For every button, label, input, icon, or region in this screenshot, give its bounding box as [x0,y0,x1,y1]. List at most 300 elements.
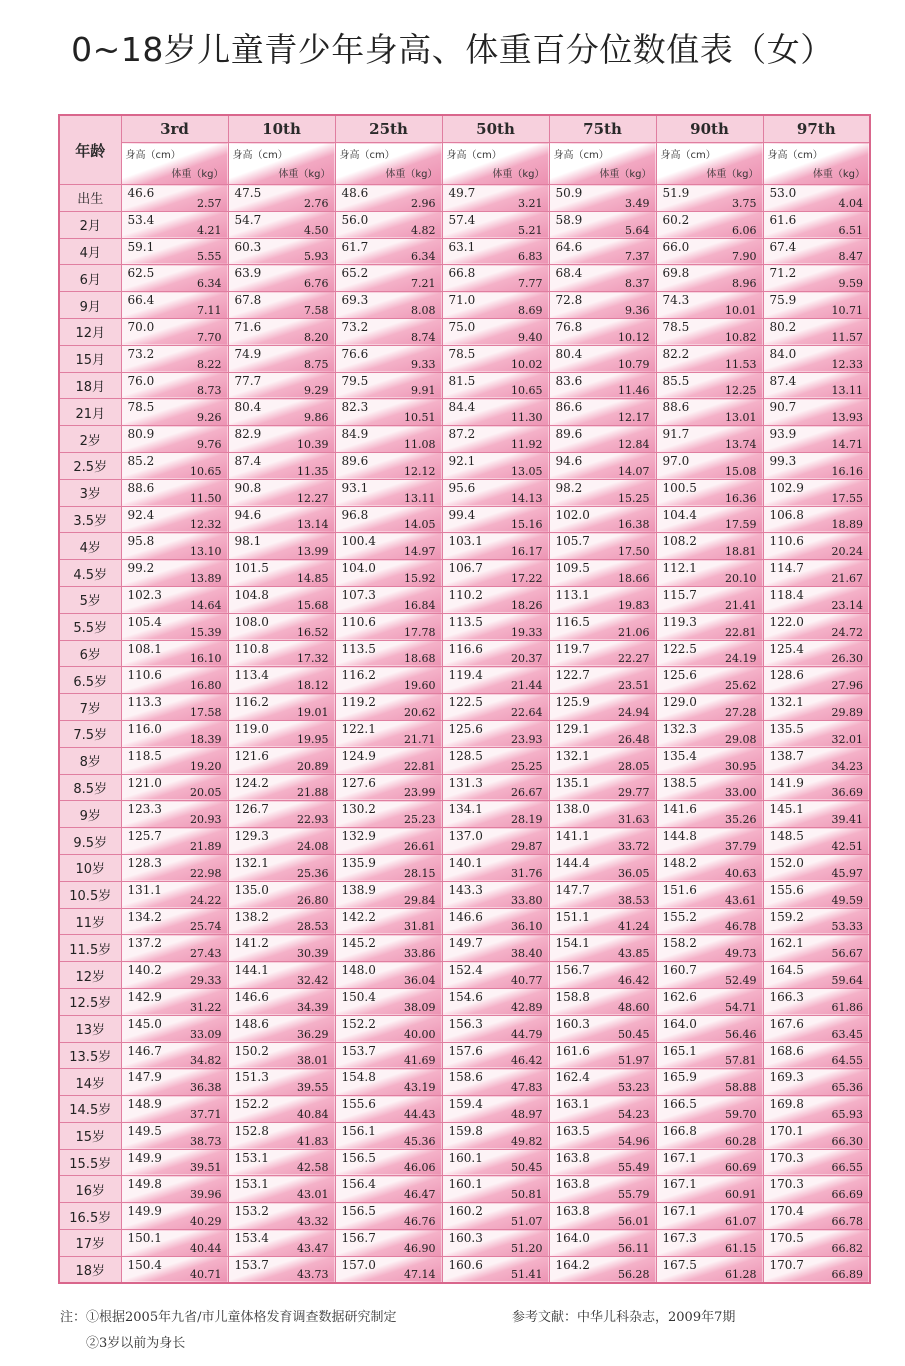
age-label: 15岁 [59,1122,121,1149]
table-row [59,774,870,801]
height-value: 163.1 [555,1097,590,1112]
height-value: 74.9 [234,346,262,361]
weight-value: 43.47 [297,1241,329,1255]
age-label: 7岁 [59,694,121,721]
height-value: 127.6 [341,775,376,790]
weight-value: 40.29 [190,1215,222,1229]
weight-value: 13.93 [831,411,863,425]
height-value: 166.3 [769,989,804,1004]
weight-value: 10.51 [404,411,436,425]
weight-value: 31.81 [404,920,436,934]
height-value: 99.4 [448,507,476,522]
height-value: 153.1 [234,1150,269,1165]
weight-unit-label: 体重（kg） [278,169,331,180]
height-value: 159.8 [448,1123,483,1138]
age-column-header: 年龄 [59,115,121,185]
weight-value: 10.65 [190,464,222,478]
weight-value: 24.72 [831,625,863,639]
weight-value: 66.69 [831,1188,863,1202]
value-cell [228,1015,335,1042]
weight-value: 22.98 [190,866,222,880]
weight-value: 9.86 [304,411,329,425]
value-cell [228,613,335,640]
weight-value: 24.94 [618,705,650,719]
height-value: 142.9 [127,989,162,1004]
percentile-header: 3rd [121,115,228,143]
value-cell [335,828,442,855]
height-value: 132.3 [662,721,697,736]
weight-unit-label: 体重（kg） [812,169,865,180]
age-label: 11岁 [59,908,121,935]
weight-value: 25.23 [404,813,436,827]
value-cell [335,854,442,881]
value-cell [656,345,763,372]
weight-value: 8.22 [197,357,222,371]
value-cell [228,881,335,908]
value-cell [656,640,763,667]
weight-value: 3.49 [625,196,650,210]
height-value: 160.7 [662,963,697,978]
weight-value: 39.41 [831,813,863,827]
value-cell [442,1230,549,1257]
weight-value: 20.37 [511,652,543,666]
table-row [59,1256,870,1283]
height-value: 135.5 [769,721,804,736]
value-cell [335,1256,442,1283]
height-value: 61.6 [769,212,797,227]
value-cell [763,479,870,506]
weight-value: 8.73 [197,384,222,398]
height-value: 134.2 [127,909,162,924]
height-value: 125.6 [448,721,483,736]
weight-value: 3.21 [518,196,543,210]
weight-value: 9.29 [304,384,329,398]
table-row [59,506,870,533]
weight-value: 50.45 [511,1161,543,1175]
value-cell [442,345,549,372]
weight-value: 42.51 [831,839,863,853]
value-cell [121,720,228,747]
weight-value: 26.48 [618,732,650,746]
weight-value: 43.61 [725,893,757,907]
value-cell [763,720,870,747]
table-row [59,962,870,989]
height-value: 151.6 [662,882,697,897]
height-value: 138.5 [662,775,697,790]
height-value: 108.2 [662,534,697,549]
weight-value: 13.11 [831,384,863,398]
table-row [59,238,870,265]
weight-value: 35.26 [725,813,757,827]
age-label: 2.5岁 [59,452,121,479]
value-cell [228,1230,335,1257]
value-cell [335,1176,442,1203]
height-value: 170.4 [769,1204,804,1219]
height-value: 48.6 [341,186,369,200]
value-cell [442,667,549,694]
value-cell [228,1203,335,1230]
height-value: 170.5 [769,1231,804,1246]
weight-value: 15.39 [190,625,222,639]
value-cell [763,318,870,345]
value-cell [335,908,442,935]
height-value: 141.6 [662,802,697,817]
height-value: 140.1 [448,855,483,870]
value-cell [442,1149,549,1176]
value-cell [442,881,549,908]
value-cell [121,452,228,479]
value-cell [549,399,656,426]
table-row [59,1149,870,1176]
height-value: 113.1 [555,587,590,602]
value-cell [763,426,870,453]
weight-value: 18.68 [404,652,436,666]
value-cell [549,506,656,533]
value-cell [228,211,335,238]
age-label: 出生 [59,185,121,212]
age-label: 2月 [59,211,121,238]
weight-value: 7.11 [197,303,222,317]
value-cell [656,1176,763,1203]
height-value: 104.4 [662,507,697,522]
height-value: 98.2 [555,480,583,495]
value-cell [549,1203,656,1230]
value-cell [763,1149,870,1176]
height-value: 119.2 [341,695,376,710]
height-value: 138.2 [234,909,269,924]
value-cell [549,1096,656,1123]
weight-unit-label: 体重（kg） [706,169,759,180]
height-value: 167.3 [662,1231,697,1246]
weight-value: 32.42 [297,973,329,987]
age-label: 6.5岁 [59,667,121,694]
age-label: 12.5岁 [59,988,121,1015]
age-label: 4.5岁 [59,560,121,587]
value-cell [121,988,228,1015]
weight-value: 50.81 [511,1188,543,1202]
weight-value: 19.83 [618,598,650,612]
weight-value: 25.36 [297,866,329,880]
weight-value: 24.19 [725,652,757,666]
height-value: 144.8 [662,829,697,844]
weight-value: 16.17 [511,545,543,559]
value-cell [442,1176,549,1203]
value-cell [335,399,442,426]
weight-value: 41.69 [404,1054,436,1068]
weight-value: 20.10 [725,571,757,585]
unit-header-row [59,143,870,185]
height-value: 50.9 [555,186,583,200]
weight-value: 22.64 [511,705,543,719]
value-cell [656,1230,763,1257]
height-value: 125.4 [769,641,804,656]
value-cell [121,962,228,989]
height-value: 113.5 [448,614,483,629]
weight-value: 39.51 [190,1161,222,1175]
value-cell [549,1176,656,1203]
age-label: 18月 [59,372,121,399]
height-value: 149.8 [127,1177,162,1192]
table-row [59,399,870,426]
height-value: 156.7 [555,963,590,978]
weight-value: 21.88 [297,786,329,800]
weight-value: 18.66 [618,571,650,585]
weight-value: 19.33 [511,625,543,639]
value-cell [228,1042,335,1069]
value-cell [656,1203,763,1230]
value-cell [763,854,870,881]
weight-value: 8.75 [304,357,329,371]
value-cell [656,1069,763,1096]
value-cell [228,1096,335,1123]
value-cell [121,345,228,372]
weight-value: 21.06 [618,625,650,639]
weight-value: 13.89 [190,571,222,585]
weight-value: 43.32 [297,1215,329,1229]
weight-value: 10.71 [831,303,863,317]
weight-value: 38.09 [404,1000,436,1014]
value-cell [335,720,442,747]
percentile-header: 50th [442,115,549,143]
height-value: 141.9 [769,775,804,790]
height-unit-label: 身高（cm） [553,150,609,161]
value-cell [656,265,763,292]
height-value: 167.1 [662,1204,697,1219]
value-cell [549,426,656,453]
height-value: 125.6 [662,668,697,683]
table-row [59,908,870,935]
table-row [59,988,870,1015]
weight-value: 6.34 [197,277,222,291]
height-value: 119.7 [555,641,590,656]
value-cell [121,1149,228,1176]
unit-header-cell [335,143,442,185]
weight-value: 6.76 [304,277,329,291]
value-cell [549,345,656,372]
weight-value: 15.08 [725,464,757,478]
value-cell [549,1149,656,1176]
weight-value: 44.43 [404,1107,436,1121]
height-value: 116.2 [341,668,376,683]
unit-header-cell [228,143,335,185]
height-value: 156.1 [341,1123,376,1138]
value-cell [442,318,549,345]
height-value: 78.5 [662,319,690,334]
weight-value: 16.52 [297,625,329,639]
height-value: 49.7 [448,186,476,200]
height-value: 84.9 [341,427,369,442]
value-cell [228,1069,335,1096]
unit-header-cell [549,143,656,185]
height-value: 85.2 [127,453,155,468]
height-value: 153.4 [234,1231,269,1246]
value-cell [656,211,763,238]
weight-value: 66.89 [831,1268,863,1282]
value-cell [656,988,763,1015]
value-cell [549,452,656,479]
age-label: 8岁 [59,747,121,774]
weight-value: 11.35 [297,464,329,478]
weight-value: 38.53 [618,893,650,907]
weight-value: 8.20 [304,330,329,344]
height-value: 141.1 [555,829,590,844]
height-value: 156.5 [341,1204,376,1219]
value-cell [442,533,549,560]
percentile-header-row [59,115,870,143]
height-value: 85.5 [662,373,690,388]
height-value: 53.4 [127,212,155,227]
value-cell [335,613,442,640]
value-cell [442,908,549,935]
height-value: 80.9 [127,427,155,442]
weight-unit-label: 体重（kg） [385,169,438,180]
value-cell [442,1042,549,1069]
age-label: 7.5岁 [59,720,121,747]
value-cell [656,962,763,989]
age-label: 16岁 [59,1176,121,1203]
height-value: 121.0 [127,775,162,790]
weight-value: 9.76 [197,437,222,451]
weight-value: 38.40 [511,947,543,961]
height-value: 121.6 [234,748,269,763]
weight-value: 17.58 [190,705,222,719]
weight-value: 14.07 [618,464,650,478]
weight-value: 51.20 [511,1241,543,1255]
height-value: 156.5 [341,1150,376,1165]
age-label: 13岁 [59,1015,121,1042]
weight-value: 36.05 [618,866,650,880]
height-value: 100.5 [662,480,697,495]
value-cell [763,238,870,265]
weight-value: 22.81 [404,759,436,773]
height-value: 158.2 [662,936,697,951]
height-value: 158.8 [555,989,590,1004]
value-cell [442,479,549,506]
value-cell [228,774,335,801]
unit-header-cell [763,143,870,185]
height-value: 80.4 [555,346,583,361]
reference-citation: 参考文献：中华儿科杂志，2009年7期 [512,1310,736,1325]
weight-value: 61.07 [725,1215,757,1229]
weight-value: 66.30 [831,1134,863,1148]
value-cell [121,1122,228,1149]
height-value: 164.0 [662,1016,697,1031]
weight-value: 15.92 [404,571,436,585]
table-row [59,881,870,908]
height-value: 160.1 [448,1177,483,1192]
height-value: 66.8 [448,266,476,281]
height-value: 122.1 [341,721,376,736]
height-value: 170.7 [769,1257,804,1272]
height-value: 104.8 [234,587,269,602]
height-value: 124.2 [234,775,269,790]
height-value: 149.9 [127,1150,162,1165]
weight-value: 29.77 [618,786,650,800]
height-value: 86.6 [555,400,583,415]
weight-value: 19.20 [190,759,222,773]
value-cell [442,1015,549,1042]
height-value: 157.6 [448,1043,483,1058]
height-value: 87.4 [769,373,797,388]
height-value: 101.5 [234,561,269,576]
weight-value: 36.69 [831,786,863,800]
weight-value: 22.93 [297,813,329,827]
weight-value: 19.95 [297,732,329,746]
height-value: 149.9 [127,1204,162,1219]
value-cell [335,211,442,238]
height-value: 128.3 [127,855,162,870]
weight-value: 18.12 [297,679,329,693]
height-value: 115.7 [662,587,697,602]
value-cell [228,586,335,613]
weight-value: 13.01 [725,411,757,425]
weight-value: 28.53 [297,920,329,934]
height-value: 130.2 [341,802,376,817]
weight-value: 17.50 [618,545,650,559]
value-cell [335,318,442,345]
value-cell [442,854,549,881]
weight-value: 9.26 [197,411,222,425]
height-value: 67.4 [769,239,797,254]
weight-value: 40.71 [190,1268,222,1282]
height-value: 114.7 [769,561,804,576]
height-value: 103.1 [448,534,483,549]
weight-value: 9.40 [518,330,543,344]
value-cell [549,479,656,506]
weight-value: 55.79 [618,1188,650,1202]
weight-value: 54.23 [618,1107,650,1121]
value-cell [549,667,656,694]
table-row [59,613,870,640]
height-value: 144.4 [555,855,590,870]
age-label: 9月 [59,292,121,319]
table-row [59,720,870,747]
weight-value: 10.12 [618,330,650,344]
weight-value: 40.44 [190,1241,222,1255]
value-cell [228,667,335,694]
weight-value: 49.82 [511,1134,543,1148]
height-value: 135.1 [555,775,590,790]
height-value: 64.6 [555,239,583,254]
height-value: 147.7 [555,882,590,897]
value-cell [763,1176,870,1203]
weight-value: 11.08 [404,437,436,451]
weight-value: 17.55 [831,491,863,505]
weight-value: 54.71 [725,1000,757,1014]
weight-value: 33.09 [190,1027,222,1041]
height-value: 162.1 [769,936,804,951]
weight-value: 44.79 [511,1027,543,1041]
value-cell [335,962,442,989]
weight-value: 23.93 [511,732,543,746]
height-value: 140.2 [127,963,162,978]
height-value: 148.6 [234,1016,269,1031]
value-cell [656,185,763,212]
height-value: 104.0 [341,561,376,576]
weight-value: 18.26 [511,598,543,612]
weight-value: 13.14 [297,518,329,532]
height-value: 122.5 [448,695,483,710]
value-cell [549,586,656,613]
value-cell [121,801,228,828]
height-value: 160.1 [448,1150,483,1165]
height-value: 123.3 [127,802,162,817]
value-cell [335,1149,442,1176]
weight-value: 49.59 [831,893,863,907]
height-value: 73.2 [341,319,369,334]
weight-value: 12.84 [618,437,650,451]
height-value: 87.4 [234,453,262,468]
